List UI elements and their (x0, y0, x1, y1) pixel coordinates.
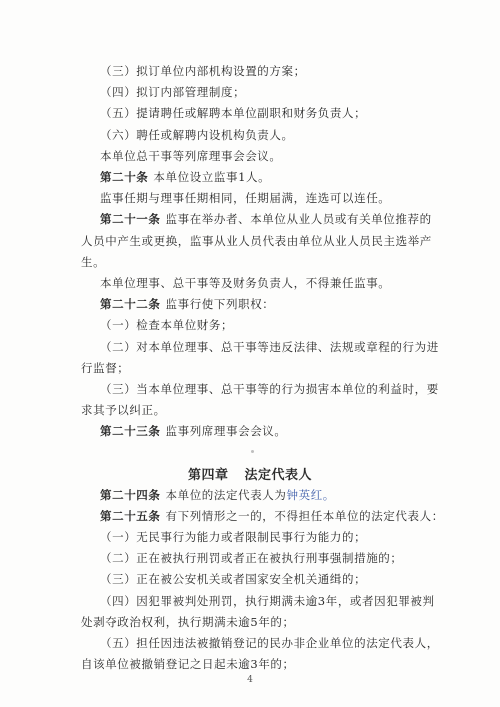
text-line: （三）拟订单位内部机构设置的方案； (100, 64, 306, 78)
article-line: 第二十三条 监事列席理事会会议。 (100, 424, 287, 438)
text-line: 行监督； (81, 361, 130, 375)
article-number: 第二十一条 (100, 212, 161, 226)
chapter-heading (0, 464, 500, 483)
text-line: （五）提请聘任或解聘本单位副职和财务负责人； (100, 106, 367, 120)
article-number: 第二十三条 (100, 424, 161, 438)
handwritten-name: 钟英红。 (286, 488, 335, 502)
text-line: 求其予以纠正。 (81, 403, 166, 417)
article-number: 第二十二条 (100, 297, 161, 311)
text-line: （四）因犯罪被判处刑罚，执行期满未逾3年，或者因犯罪被判 (100, 594, 435, 608)
chapter-number: 第四章 (187, 468, 229, 483)
page-number: 4 (247, 675, 253, 685)
text-line: 处剥夺政治权利，执行期满未逾5年的； (81, 615, 295, 629)
text-line: （三）正在被公安机关或者国家安全机关通缉的； (100, 572, 367, 586)
article-line: 第二十五条 有下列情形之一的，不得担任本单位的法定代表人： (100, 509, 444, 523)
text-line: （三）当本单位理事、总干事等的行为损害本单位的利益时，要 (100, 382, 439, 396)
text-line: 监事任期与理事任期相同，任期届满，连选可以连任。 (100, 191, 391, 205)
chapter-title: 法定代表人 (244, 468, 313, 483)
scan-mark (251, 450, 254, 453)
article-number: 第二十四条 (100, 488, 161, 502)
text-line: （二）对本单位理事、总干事等违反法律、法规或章程的行为进 (100, 340, 439, 354)
article-number: 第二十五条 (100, 509, 161, 523)
text-line: （六）聘任或解聘内设机构负责人。 (100, 128, 294, 142)
article-line: 第二十四条 本单位的法定代表人为钟英红。 (100, 488, 335, 502)
text-line: （五）担任因违法被撤销登记的民办非企业单位的法定代表人， (100, 636, 439, 650)
article-line: 第二十二条 监事行使下列职权： (100, 297, 275, 311)
text-line: （二）正在被执行刑罚或者正在被执行刑事强制措施的； (100, 551, 403, 565)
text-line: 本单位总干事等列席理事会会议。 (100, 149, 282, 163)
text-line: （一）检查本单位财务； (100, 318, 234, 332)
text-line: （一）无民事行为能力或者限制民事行为能力的； (100, 530, 367, 544)
text-line: 自该单位被撤销登记之日起未逾3年的； (81, 657, 295, 671)
text-line: 人员中产生或更换，监事从业人员代表由单位从业人员民主选举产 (81, 234, 432, 248)
text-line: 本单位理事、总干事等及财务负责人，不得兼任监事。 (100, 276, 391, 290)
text-line: （四）拟订内部管理制度； (100, 85, 246, 99)
text-line: 生。 (81, 255, 106, 269)
article-line: 第二十条 本单位设立监事1人。 (100, 170, 271, 184)
article-line: 第二十一条 监事在举办者、本单位从业人员或有关单位推荐的 (100, 212, 432, 226)
article-number: 第二十条 (100, 170, 149, 184)
